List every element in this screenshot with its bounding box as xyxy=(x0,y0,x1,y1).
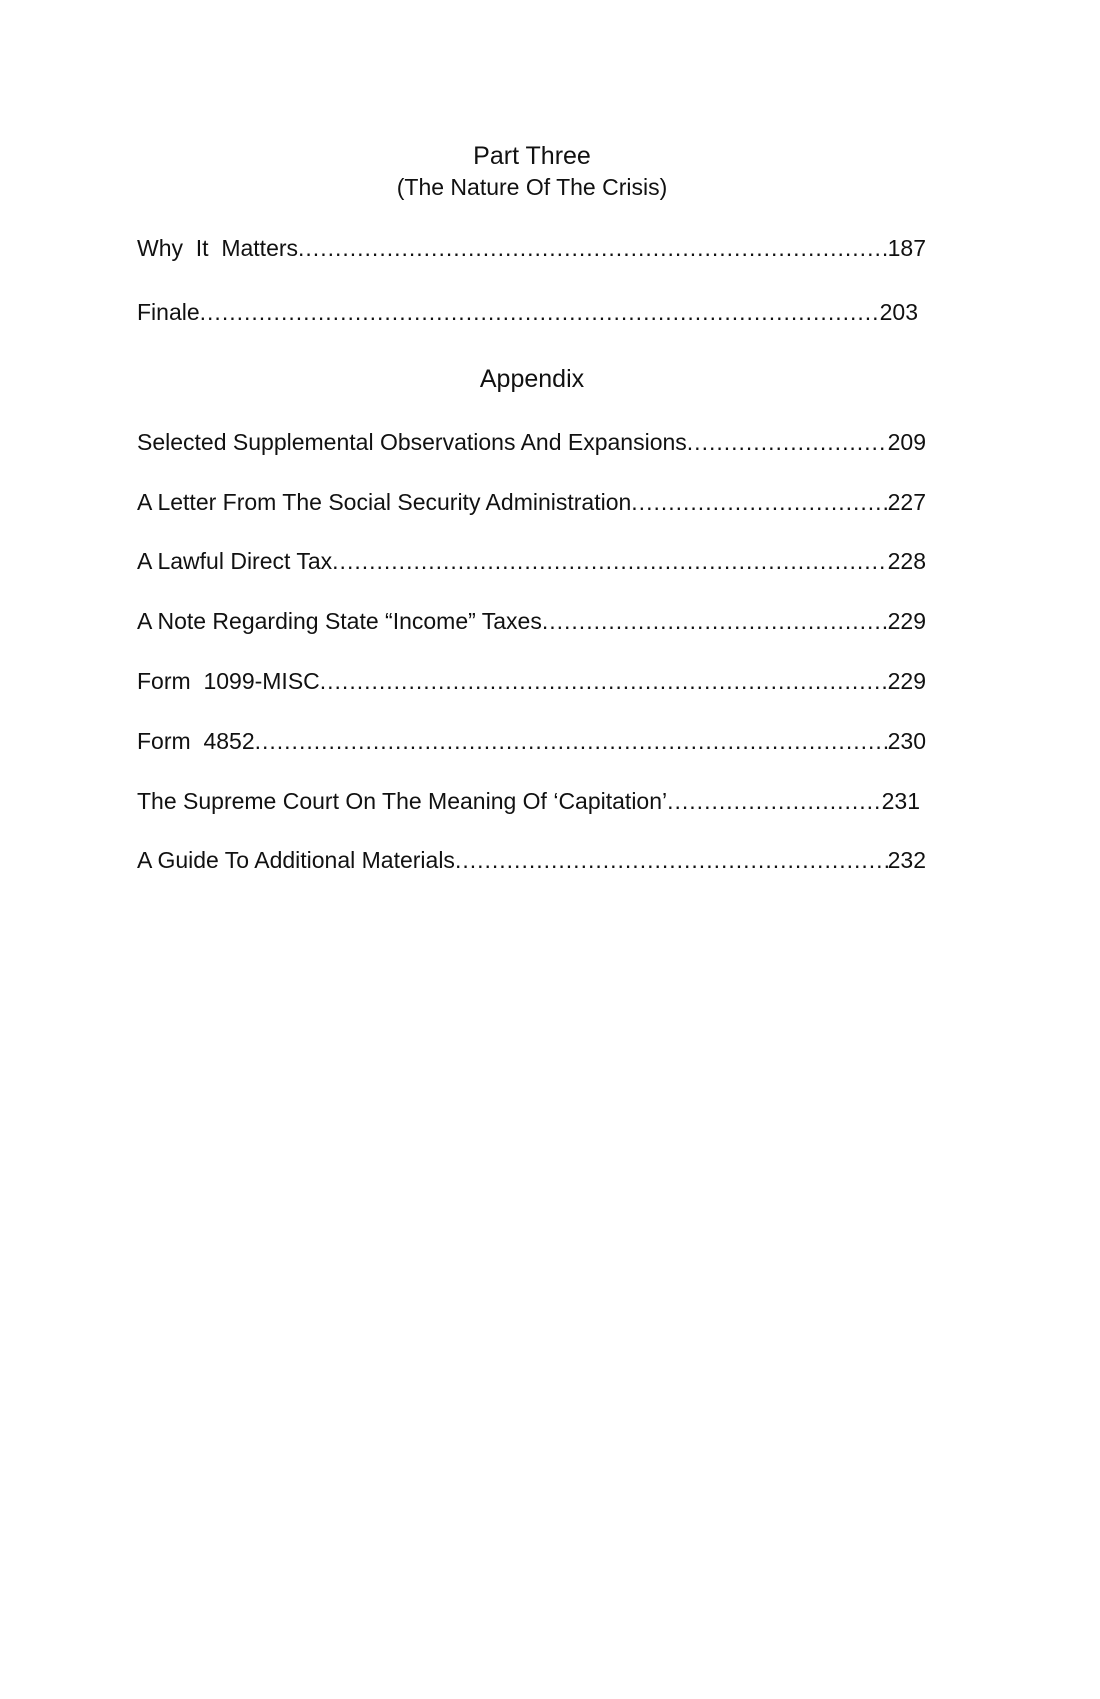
dot-leader xyxy=(667,788,882,815)
dot-leader xyxy=(542,608,888,635)
toc-entry-title: A Letter From The Social Security Administration xyxy=(137,489,632,515)
toc-entry[interactable] xyxy=(137,728,926,758)
toc-entry[interactable] xyxy=(137,429,926,459)
part-three-subtitle: (The Nature Of The Crisis) xyxy=(396,174,668,200)
toc-entry-title: The Supreme Court On The Meaning Of ‘Capitation’ xyxy=(137,788,668,814)
toc-entry-page: 230 xyxy=(887,728,926,754)
appendix-heading: Appendix xyxy=(479,365,585,393)
toc-entry-page: 228 xyxy=(887,548,926,574)
toc-entry[interactable] xyxy=(137,668,926,698)
dot-leader xyxy=(200,299,880,326)
dot-leader xyxy=(332,548,887,575)
toc-entry-page: 229 xyxy=(887,668,926,694)
toc-entry[interactable] xyxy=(137,847,926,877)
toc-entry[interactable] xyxy=(137,608,926,638)
toc-entry[interactable] xyxy=(137,788,920,818)
dot-leader xyxy=(298,235,888,262)
toc-entry-page: 229 xyxy=(887,608,926,634)
toc-entry-page: 209 xyxy=(887,429,926,455)
dot-leader xyxy=(687,429,888,456)
toc-entry[interactable] xyxy=(137,235,926,265)
toc-entry-title: A Lawful Direct Tax xyxy=(137,548,333,574)
toc-entry-title: Form 4852 xyxy=(137,728,255,754)
dot-leader xyxy=(255,728,888,755)
toc-entry-title: Selected Supplemental Observations And Expansions xyxy=(137,429,687,455)
toc-entry-title: Finale xyxy=(137,299,200,325)
toc-entry[interactable] xyxy=(137,299,918,329)
toc-entry[interactable] xyxy=(137,489,926,519)
toc-entry-page: 227 xyxy=(887,489,926,515)
toc-entry-page: 232 xyxy=(887,847,926,873)
dot-leader xyxy=(631,489,887,516)
dot-leader xyxy=(320,668,888,695)
toc-entry-title: Form 1099-MISC xyxy=(137,668,320,694)
part-three-heading: Part Three xyxy=(473,142,591,170)
toc-entry[interactable] xyxy=(137,548,926,578)
toc-entry-title: Why It Matters xyxy=(137,235,299,261)
toc-entry-page: 187 xyxy=(887,235,926,261)
toc-entry-title: A Note Regarding State “Income” Taxes xyxy=(137,608,542,634)
toc-entry-title: A Guide To Additional Materials xyxy=(137,847,455,873)
toc-entry-page: 203 xyxy=(879,299,918,325)
dot-leader xyxy=(455,847,888,874)
toc-entry-page: 231 xyxy=(881,788,920,814)
